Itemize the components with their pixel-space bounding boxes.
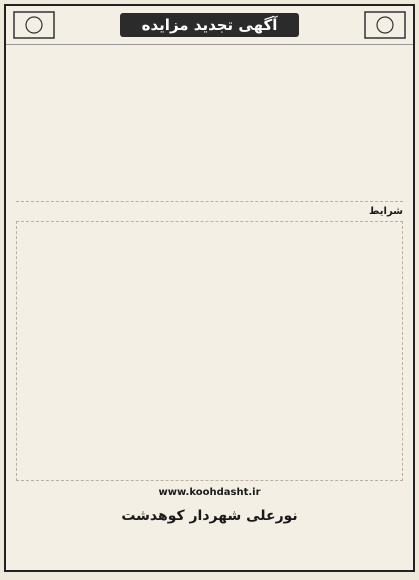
signature: نورعلی شهردار کوهدشت	[121, 508, 298, 524]
emblem-icon	[363, 10, 407, 40]
emblem-icon	[12, 10, 56, 40]
notice-title: آگهی تجدید مزایده	[120, 13, 300, 37]
notice-page	[4, 4, 415, 572]
notice-header	[6, 6, 413, 45]
conditions-heading: شرایط	[369, 206, 403, 217]
website-link[interactable]: www.koohdasht.ir	[158, 487, 261, 498]
conditions-list	[16, 221, 403, 481]
notice-body	[6, 45, 413, 201]
